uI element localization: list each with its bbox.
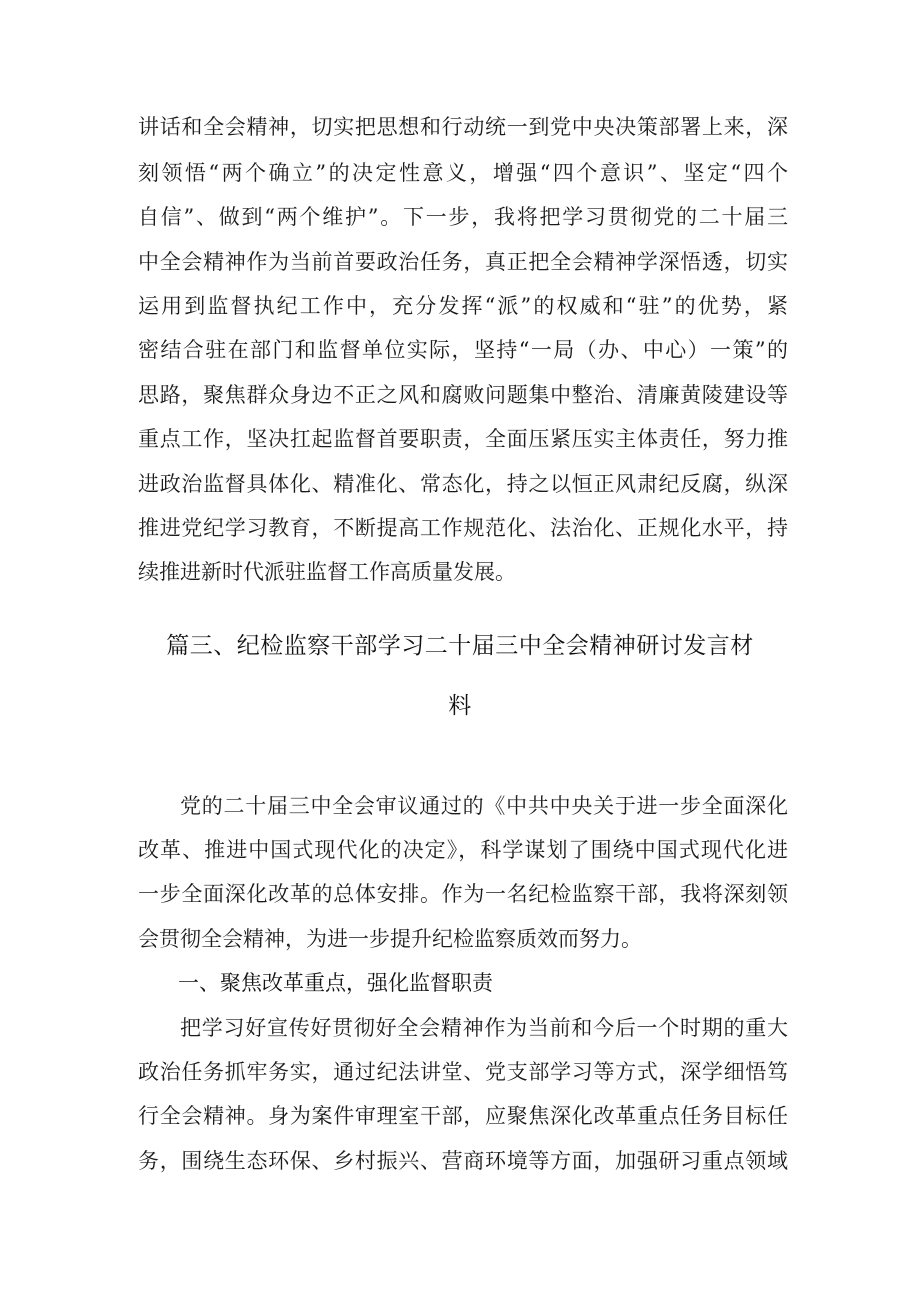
body-line: 把学习好宣传好贯彻好全会精神作为当前和今后一个时期的重大: [180, 1016, 788, 1040]
paragraph-line: 刻领悟“两个确立”的决定性意义，增强“四个意识”、坚定“四个: [138, 161, 788, 185]
paragraph-line: 中全会精神作为当前首要政治任务，真正把全会精神学深悟透，切实: [138, 250, 788, 274]
paragraph-line: 重点工作，坚决扛起监督首要职责，全面压紧压实主体责任，努力推: [138, 427, 788, 451]
intro-line: 会贯彻全会精神，为进一步提升纪检监察质效而努力。: [138, 927, 642, 951]
paragraph-line: 自信”、做到“两个维护”。下一步，我将把学习贯彻党的二十届三: [138, 205, 788, 229]
article-title-continued: 料: [448, 693, 472, 719]
paragraph-line: 思路，聚焦群众身边不正之风和腐败问题集中整治、清廉黄陵建设等: [138, 383, 788, 407]
paragraph-line: 推进党纪学习教育，不断提高工作规范化、法治化、正规化水平，持: [138, 516, 788, 540]
paragraph-line: 密结合驻在部门和监督单位实际，坚持“一局（办、中心）一策”的: [138, 338, 788, 362]
intro-line: 改革、推进中国式现代化的决定》，科学谋划了围绕中国式现代化进: [138, 838, 788, 862]
body-line: 务，围绕生态环保、乡村振兴、营商环境等方面，加强研习重点领域: [138, 1149, 788, 1173]
paragraph-line: 进政治监督具体化、精准化、常态化，持之以恒正风肃纪反腐，纵深: [138, 472, 788, 496]
paragraph-line: 续推进新时代派驻监督工作高质量发展。: [138, 560, 516, 584]
body-line: 行全会精神。身为案件审理室干部，应聚焦深化改革重点任务目标任: [138, 1104, 788, 1128]
paragraph-line: 讲话和全会精神，切实把思想和行动统一到党中央决策部署上来，深: [138, 115, 788, 139]
section-heading: 一、聚焦改革重点，强化监督职责: [178, 971, 493, 995]
intro-line: 党的二十届三中全会审议通过的《中共中央关于进一步全面深化: [180, 794, 788, 818]
intro-line: 一步全面深化改革的总体安排。作为一名纪检监察干部，我将深刻领: [138, 882, 788, 906]
paragraph-line: 运用到监督执纪工作中，充分发挥“派”的权威和“驻”的优势，紧: [138, 294, 788, 318]
article-title: 篇三、纪检监察干部学习二十届三中全会精神研讨发言材: [166, 633, 754, 659]
body-line: 政治任务抓牢务实，通过纪法讲堂、党支部学习等方式，深学细悟笃: [138, 1060, 788, 1084]
